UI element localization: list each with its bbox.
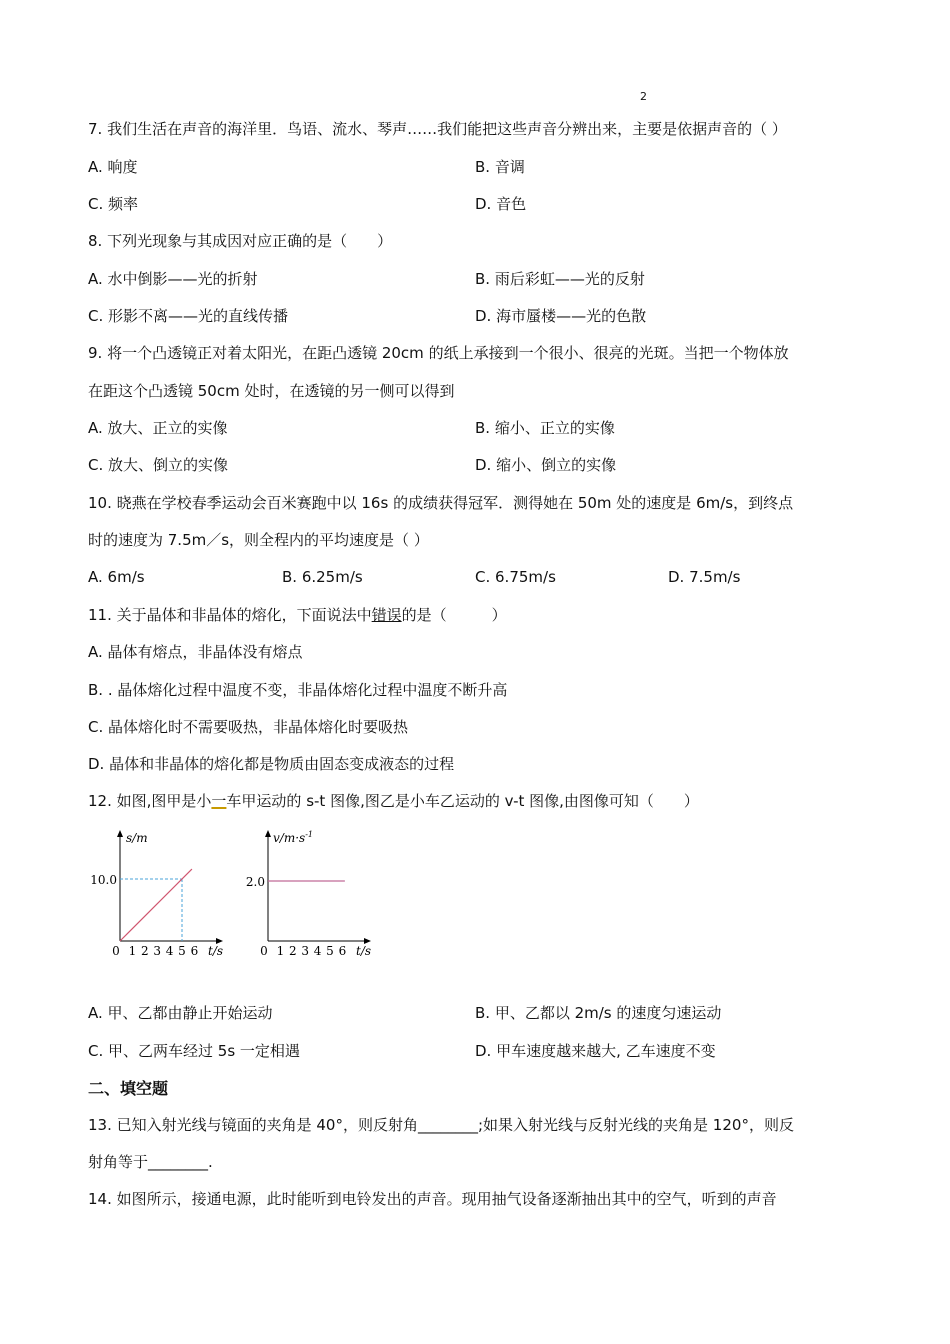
chart-jia-st [88, 828, 238, 963]
q13-blank-1[interactable]: ________ [417, 1116, 478, 1134]
q7-option-a: A. 响度 [88, 158, 138, 176]
q13-stem-line1 [88, 1114, 794, 1136]
chart-yi-xtick-1: 1 [276, 944, 285, 958]
q11-option-b: B. . 晶体熔化过程中温度不变，非晶体熔化过程中温度不断升高 [88, 681, 508, 699]
q9-stem-line1: 9. 将一个凸透镜正对着太阳光，在距凸透镜 20cm 的纸上承接到一个很小、很亮的光斑。当把一个物体放 [88, 344, 789, 362]
chart-jia-xtick-5: 5 [178, 944, 186, 958]
q13-stem-line2 [88, 1151, 213, 1173]
q10-option-a: A. 6m/s [88, 568, 145, 586]
chart-yi-y-arrow [265, 830, 271, 837]
chart-yi-ylabel: $v/m\cdot s^{-1}$ [273, 830, 313, 845]
q13-text-d: . [208, 1153, 213, 1171]
q10-stem-line1: 10. 晓燕在学校春季运动会百米赛跑中以 16s 的成绩获得冠军．测得她在 50m 处的速度是 6m/s，到终点 [88, 494, 794, 512]
q8-option-d: D. 海市蜃楼——光的色散 [475, 307, 647, 325]
q10-stem-line2: 时的速度为 7.5m／s，则全程内的平均速度是（ ） [88, 531, 429, 549]
chart-yi-vt [238, 828, 388, 963]
q10-option-d: D. 7.5m/s [668, 568, 741, 586]
chart-jia-y-arrow [117, 830, 123, 837]
chart-jia-series-line [120, 869, 192, 941]
chart-yi-xtick-5: 5 [326, 944, 334, 958]
chart-yi-xtick-3: 3 [301, 944, 310, 958]
q12-stem-mark: 一 [211, 792, 227, 810]
chart-jia-xtick-0: 0 [112, 944, 120, 958]
chart-yi-xtick-2: 2 [288, 944, 297, 958]
chart-jia-xtick-6: 6 [190, 944, 199, 958]
page-number: 2 [640, 90, 647, 103]
chart-jia-xtick-4: 4 [165, 944, 174, 958]
q8-option-a: A. 水中倒影——光的折射 [88, 270, 258, 288]
chart-yi-xlabel: t/s [356, 944, 372, 958]
chart-jia-xtick-2: 2 [140, 944, 149, 958]
q13-text-b: ;如果入射光线与反射光线的夹角是 120°，则反 [477, 1116, 794, 1134]
q11-option-a: A. 晶体有熔点，非晶体没有熔点 [88, 643, 303, 661]
q7-option-b: B. 音调 [475, 158, 525, 176]
chart-jia-ylabel: s/m [126, 831, 148, 845]
q10-option-b: B. 6.25m/s [282, 568, 363, 586]
q7-stem: 7. 我们生活在声音的海洋里．鸟语、流水、琴声……我们能把这些声音分辨出来，主要是依据声音的（ ） [88, 120, 787, 138]
q11-stem-emphasis: 错误 [371, 606, 402, 624]
q12-option-d: D. 甲车速度越来越大, 乙车速度不变 [475, 1042, 716, 1060]
q14-stem: 14. 如图所示，接通电源，此时能听到电铃发出的声音。现用抽气设备逐渐抽出其中的空气，听到的声音 [88, 1190, 777, 1208]
q12-option-a: A. 甲、乙都由静止开始运动 [88, 1004, 273, 1022]
q13-text-a: 13. 已知入射光线与镜面的夹角是 40°，则反射角 [88, 1116, 418, 1134]
q8-option-c: C. 形影不离——光的直线传播 [88, 307, 289, 325]
q12-stem-pre: 12. 如图,图甲是小 [88, 792, 212, 810]
q7-option-d: D. 音色 [475, 195, 527, 213]
q12-stem [88, 790, 699, 812]
q9-option-b: B. 缩小、正立的实像 [475, 419, 615, 437]
q12-option-c: C. 甲、乙两车经过 5s 一定相遇 [88, 1042, 300, 1060]
chart-jia-xtick-3: 3 [153, 944, 162, 958]
q9-stem-line2: 在距这个凸透镜 50cm 处时，在透镜的另一侧可以得到 [88, 382, 455, 400]
chart-jia-xtick-1: 1 [128, 944, 137, 958]
q11-stem-post: 的是（ ） [401, 606, 507, 624]
q7-option-c: C. 频率 [88, 195, 139, 213]
q13-blank-2[interactable]: ________ [148, 1153, 209, 1171]
chart-yi-ytick-label: 2.0 [245, 875, 265, 889]
q12-stem-post: 车甲运动的 s-t 图像,图乙是小车乙运动的 v-t 图像,由图像可知（ ） [226, 792, 699, 810]
chart-jia-xlabel: t/s [208, 944, 224, 958]
q11-option-c: C. 晶体熔化时不需要吸热，非晶体熔化时要吸热 [88, 718, 409, 736]
q8-option-b: B. 雨后彩虹——光的反射 [475, 270, 645, 288]
q11-stem [88, 604, 507, 626]
section-title-fill-in: 二、填空题 [88, 1079, 169, 1098]
chart-yi-xtick-4: 4 [313, 944, 322, 958]
chart-yi-xtick-0: 0 [260, 944, 268, 958]
q8-stem: 8. 下列光现象与其成因对应正确的是（ ） [88, 232, 393, 250]
q10-option-c: C. 6.75m/s [475, 568, 556, 586]
q11-option-d: D. 晶体和非晶体的熔化都是物质由固态变成液态的过程 [88, 755, 455, 773]
q9-option-a: A. 放大、正立的实像 [88, 419, 228, 437]
chart-yi-xtick-6: 6 [338, 944, 347, 958]
q9-option-d: D. 缩小、倒立的实像 [475, 456, 617, 474]
q9-option-c: C. 放大、倒立的实像 [88, 456, 229, 474]
chart-jia-ytick-label: 10.0 [90, 873, 117, 887]
q11-stem-pre: 11. 关于晶体和非晶体的熔化，下面说法中 [88, 606, 372, 624]
q13-text-c: 射角等于 [88, 1153, 149, 1171]
q12-option-b: B. 甲、乙都以 2m/s 的速度匀速运动 [475, 1004, 722, 1022]
